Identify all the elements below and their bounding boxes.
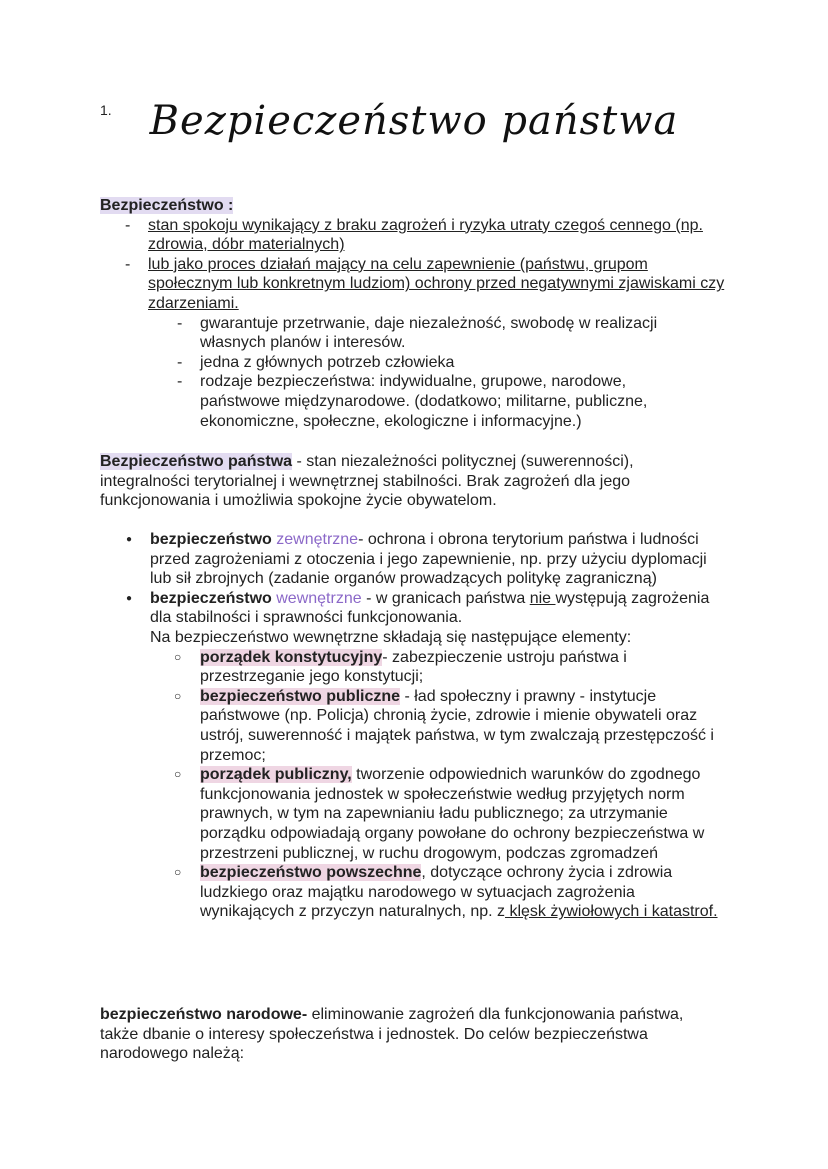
security-types — [100, 530, 720, 922]
elements-list — [100, 648, 720, 922]
list-item: - jedna z głównych potrzeb człowieka — [100, 353, 700, 373]
page-title: Bezpieczeństwo państwa — [149, 98, 679, 144]
security-heading: Bezpieczeństwo : — [100, 197, 234, 214]
text: , dotyczące ochrony życia i zdrowia ludzkiego oraz majątku narodowego w sytuacjach zagrożenia wynikających z przyczyn naturalnych, np. z — [200, 864, 673, 921]
text: występują zagrożenia dla stabilności i sprawności funkcjonowania. — [150, 589, 710, 627]
definitions-list — [100, 216, 730, 314]
list-item — [100, 216, 730, 255]
national-security-paragraph — [100, 1005, 700, 1064]
list-item-external — [100, 530, 720, 589]
national-security-text: eliminowanie zagrożeń dla funkcjonowania państwa, także dbanie o interesy społeczeństwa i jednostek. Do celów bezpieczeństwa narodowego należą: — [100, 1006, 684, 1063]
underlined-text: klęsk żywiołowych i katastrof. — [505, 903, 718, 921]
accent-term: wewnętrzne — [276, 589, 362, 607]
text: - w granicach państwa — [361, 589, 530, 607]
term: bezpieczeństwo — [150, 531, 277, 548]
list-item — [100, 687, 720, 765]
list-item — [100, 255, 730, 314]
text: - zabezpieczenie ustroju państwa i przestrzeganie jego konstytucji; — [200, 648, 627, 686]
list-item — [100, 863, 720, 922]
definition-text: lub jako proces działań mający na celu zapewnienie (państwu, grupom społecznym lub konkretnym ludziom) ochrony przed negatywnymi zjawiskami czy zdarzeniami. — [148, 255, 725, 312]
definition-text: stan spokoju wynikający z braku zagrożeń i ryzyka utraty czegoś cennego (np. zdrowia, dóbr materialnych) — [148, 216, 703, 254]
term: bezpieczeństwo — [150, 589, 277, 607]
list-item — [100, 648, 720, 687]
underlined-text: nie — [529, 589, 556, 607]
term: bezpieczeństwo publiczne — [200, 687, 401, 705]
term: porządek konstytucyjny — [200, 648, 383, 666]
state-security-text: - stan niezależności politycznej (suwerenności), integralności terytorialnej i wewnętrznej stabilności. Brak zagrożeń dla jego funkcjonowania i umożliwia spokojne życie obywatelom. — [100, 453, 634, 510]
security-section — [100, 196, 730, 431]
list-item — [100, 765, 720, 863]
accent-term: zewnętrzne — [276, 531, 359, 548]
bullet-list — [100, 530, 720, 922]
page-number: 1. — [100, 102, 112, 118]
points-list — [100, 314, 700, 432]
state-security-paragraph — [100, 452, 710, 511]
intro-text: Na bezpieczeństwo wewnętrzne składają się następujące elementy: — [150, 628, 632, 646]
list-item-internal — [100, 589, 720, 922]
term: bezpieczeństwo powszechne — [200, 864, 422, 882]
text: - ochrona i obrona terytorium państwa i ludności przed zagrożeniami z otoczenia i jego zapewnienie, np. przy użyciu dyplomacji lub sił zbrojnych (zadanie organów prowadzących politykę zagraniczną) — [150, 531, 707, 588]
term: porządek publiczny, — [200, 766, 352, 784]
text: tworzenie odpowiednich warunków do zgodnego funkcjonowania jednostek w społeczeństwie według przyjętych norm prawnych, w tym na zapewnianiu ładu publicznego; za utrzymanie porządku odpowiadają organy powołane do ochrony bezpieczeństwa w przestrzeni publicznej, w ruchu drogowym, podczas zgromadzeń — [200, 766, 705, 862]
state-security-term: Bezpieczeństwo państwa — [100, 453, 293, 470]
national-security-term: bezpieczeństwo narodowe- — [100, 1006, 308, 1023]
text: - ład społeczny i prawny - instytucje państwowe (np. Policja) chronią życie, zdrowie i mienie obywateli oraz ustrój, suwerenność i majątek państwa, w tym zwalczają przestępczość i przemoc; — [200, 687, 714, 764]
list-item: - rodzaje bezpieczeństwa: indywidualne, grupowe, narodowe, państwowe międzynarodowe. (dodatkowo; militarne, publiczne, ekonomiczne, społeczne, ekologiczne i informacyjne.) — [100, 372, 700, 431]
list-item: - gwarantuje przetrwanie, daje niezależność, swobodę w realizacji własnych planów i interesów. — [100, 314, 700, 353]
